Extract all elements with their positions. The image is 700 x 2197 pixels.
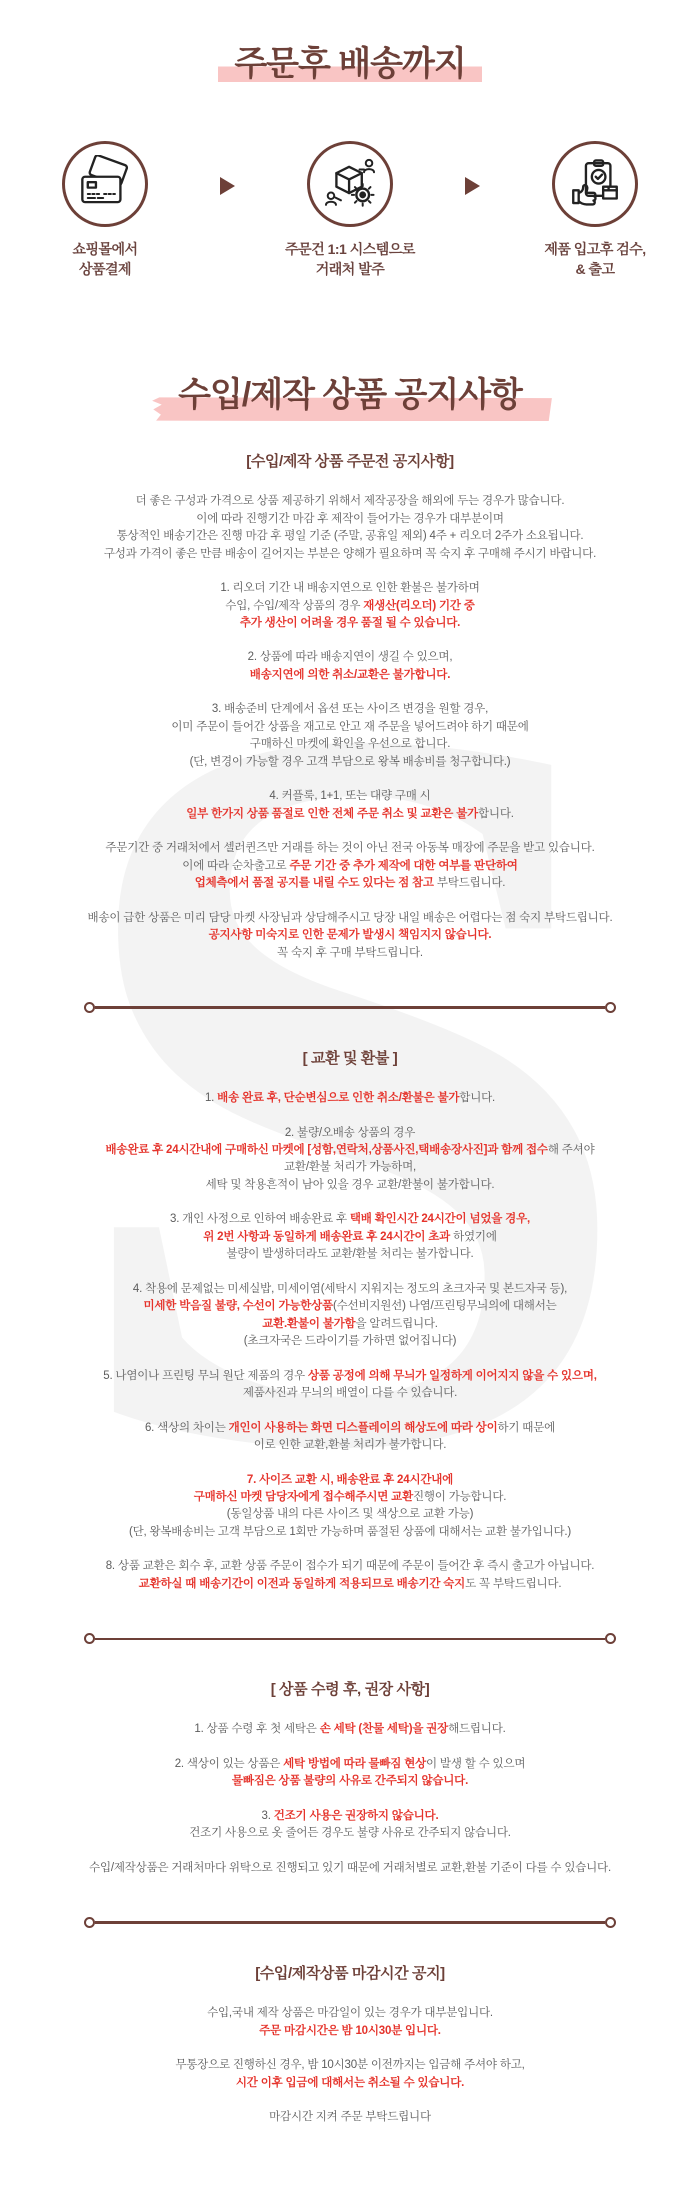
arrow-right-icon — [465, 177, 480, 195]
text-line — [0, 1825, 700, 1842]
text-segment: 해 주셔야 — [547, 1143, 595, 1156]
divider-line — [95, 1921, 605, 1924]
text-segment: 하였기에 — [450, 1230, 497, 1243]
text-line — [0, 1177, 700, 1194]
notice-sections — [0, 375, 700, 2126]
arrow-right-icon — [220, 177, 235, 195]
text-segment: 수입, 수입/제작 상품의 경우 — [225, 599, 364, 612]
divider-ring-icon — [84, 1633, 95, 1644]
text-block — [0, 1558, 700, 1593]
step-circle — [552, 141, 638, 227]
text-segment: 더 좋은 구성과 가격으로 상품 제공하기 위해서 제작공장을 해외에 두는 경우가 많습니다. — [135, 495, 565, 508]
text-segment: 구성과 가격이 좋은 만큼 배송이 길어지는 부분은 양해가 필요하며 꼭 숙지 후 구매해 주시기 바랍니다. — [103, 547, 597, 560]
text-line — [0, 736, 700, 753]
text-line — [0, 2023, 700, 2040]
step-payment — [16, 141, 194, 280]
text-line — [0, 1756, 700, 1773]
text-line — [0, 1090, 700, 1107]
emphasis-red-text: 추가 생산이 어려울 경우 품절 될 수 있습니다. — [239, 617, 461, 629]
emphasis-red-text: 배송지연에 의한 취소/교환은 불가합니다. — [249, 668, 451, 681]
page-title — [0, 44, 700, 85]
text-segment: 부탁드립니다. — [433, 877, 506, 890]
step-inspection — [506, 141, 684, 280]
text-segment: 제품사진과 무늬의 배열이 다를 수 있습니다. — [242, 1387, 458, 1400]
text-line — [0, 788, 700, 805]
text-line — [0, 1316, 700, 1333]
emphasis-red-text: 배송 완료 후, 단순변심으로 인한 취소/환불은 불가 — [217, 1092, 460, 1105]
text-segment: 불량이 발생하더라도 교환/환불 처리는 불가합니다. — [226, 1248, 474, 1261]
text-line — [0, 1472, 700, 1489]
text-block — [0, 580, 700, 632]
text-segment: 이 발생 할 수 있으며 — [426, 1757, 526, 1770]
text-segment: 이에 따라 진행기간 마감 후 제작이 들어가는 경우가 대부분이며 — [196, 512, 504, 525]
section-divider — [84, 1002, 616, 1013]
divider-ring-icon — [605, 1633, 616, 1644]
emphasis-red-text: 손 세탁 (찬물 세탁)을 권장 — [319, 1723, 449, 1736]
text-line — [0, 910, 700, 927]
text-line — [0, 858, 700, 875]
text-line — [0, 1524, 700, 1541]
section-after-receipt — [0, 1678, 700, 1877]
text-block — [0, 1472, 700, 1542]
emphasis-red-text: 택배 확인시간 24시간이 넘었을 경우, — [349, 1213, 530, 1226]
text-segment: 마감시간 지켜 주문 부탁드립니다 — [269, 2111, 431, 2124]
text-segment: (동일상품 내의 다른 사이즈 및 색상으로 교환 가능) — [226, 1508, 474, 1521]
text-line — [0, 840, 700, 857]
text-line — [0, 1576, 700, 1593]
section-header-after-receipt: [ 상품 수령 후, 권장 사항] — [270, 1681, 430, 1699]
section-deadline — [0, 1962, 700, 2126]
text-segment: 을 알려드립니다. — [355, 1317, 438, 1330]
emphasis-red-text: 주문 기간 중 추가 제작에 대한 여부를 판단하여 — [289, 859, 518, 872]
step-order-system — [261, 141, 439, 280]
step-label-line: 제품 입고후 검수, — [544, 240, 646, 257]
text-segment: 이로 인한 교환,환불 처리가 불가합니다. — [253, 1439, 447, 1452]
divider-line — [95, 1006, 605, 1009]
section-divider — [84, 1917, 616, 1928]
text-segment: 8. 상품 교환은 회수 후, 교환 상품 주문이 접수가 되기 때문에 주문이 들어간 후 즉시 출고가 아닙니다. — [105, 1560, 595, 1573]
section-pre-order — [0, 450, 700, 962]
emphasis-red-text: 개인이 사용하는 화면 디스플레이의 해상도에 따라 상이 — [228, 1421, 498, 1434]
emphasis-red-text: 재생산(리오더) 기간 중 — [363, 599, 475, 612]
text-line — [0, 580, 700, 597]
text-segment: 2. 불량/오배송 상품의 경우 — [284, 1126, 416, 1139]
emphasis-red-text: 주문 마감시간은 밤 10시30분 입니다. — [259, 2024, 441, 2037]
text-segment: 수입,국내 제작 상품은 마감일이 있는 경우가 대부분입니다. — [207, 2007, 493, 2020]
text-segment: 5. 나염이나 프린팅 무늬 원단 제품의 경우 — [103, 1369, 308, 1382]
divider-ring-icon — [605, 1917, 616, 1928]
text-line — [0, 598, 700, 615]
text-segment: 3. 개인 사정으로 인하여 배송완료 후 — [170, 1213, 350, 1226]
emphasis-red-text: 교환.환불이 불가함 — [262, 1317, 356, 1330]
section-divider — [84, 1633, 616, 1644]
text-line — [0, 1808, 700, 1825]
text-segment: 주문기간 중 거래처에서 셀러퀸즈만 거래를 하는 것이 아닌 전국 아동복 매장에 주문을 받고 있습니다. — [105, 842, 595, 855]
text-segment: 배송이 급한 상품은 미리 담당 마켓 사장님과 상담해주시고 당장 내일 배송은 어렵다는 점 숙지 부탁드립니다. — [87, 911, 613, 924]
text-block — [0, 788, 700, 823]
text-block — [0, 1808, 700, 1843]
step-label — [285, 239, 415, 280]
text-line — [0, 2057, 700, 2074]
text-line — [0, 1721, 700, 1738]
text-line — [0, 1489, 700, 1506]
text-block — [0, 1125, 700, 1195]
text-line — [0, 546, 700, 563]
text-block — [0, 2109, 700, 2126]
order-process-section — [0, 44, 700, 279]
text-line — [0, 2005, 700, 2022]
step-label-line: 주문건 1:1 시스템으로 — [285, 240, 415, 257]
text-line — [0, 1368, 700, 1385]
text-block — [0, 1368, 700, 1403]
text-line — [0, 1437, 700, 1454]
text-line — [0, 1159, 700, 1176]
text-segment: 3. 배송준비 단계에서 옵션 또는 사이즈 변경을 원할 경우, — [211, 703, 489, 716]
text-line — [0, 1229, 700, 1246]
text-segment: 이에 따라 순차출고로 — [182, 859, 290, 872]
text-segment: 교환/환불 처리가 가능하며, — [284, 1161, 416, 1174]
text-block — [0, 1756, 700, 1791]
text-line — [0, 2109, 700, 2126]
text-line — [0, 875, 700, 892]
emphasis-red-text: 건조기 사용은 권장하지 않습니다. — [273, 1809, 439, 1822]
emphasis-red-text: 교환하실 때 배송기간이 이전과 동일하게 적용되므로 배송기간 숙지 — [138, 1577, 466, 1590]
text-segment: (단, 변경이 가능할 경우 고객 부담으로 왕복 배송비를 청구합니다.) — [189, 755, 511, 768]
text-segment: 4. 커플룩, 1+1, 또는 대량 구매 시 — [269, 790, 431, 803]
credit-card-icon — [76, 155, 134, 213]
text-line — [0, 754, 700, 771]
text-line — [0, 1385, 700, 1402]
text-segment: 무통장으로 진행하신 경우, 밤 10시30분 이전까지는 입금해 주셔야 하고, — [175, 2059, 525, 2072]
text-line — [0, 1773, 700, 1790]
text-segment: 4. 착용에 문제없는 미세실밥, 미세이염(세탁시 지워지는 정도의 초크자국 및 본드자국 등), — [132, 1282, 568, 1295]
section-header-pre-order: [수입/제작 상품 주문전 공지사항] — [246, 453, 454, 471]
step-circle — [307, 141, 393, 227]
text-line — [0, 1860, 700, 1877]
text-segment: 합니다. — [478, 807, 514, 820]
step-label-line: & 출고 — [575, 261, 615, 278]
text-block — [0, 1860, 700, 1877]
text-block — [0, 2005, 700, 2040]
text-line — [0, 1246, 700, 1263]
process-steps — [0, 141, 700, 280]
text-block — [0, 1090, 700, 1107]
text-block — [0, 701, 700, 771]
step-label-line: 상품결제 — [78, 261, 132, 278]
text-segment: 하기 때문에 — [497, 1421, 556, 1434]
text-block — [0, 1721, 700, 1738]
text-line — [0, 1333, 700, 1350]
text-block — [0, 493, 700, 563]
emphasis-red-text: 업체측에서 품절 공지를 내릴 수도 있다는 점 참고 — [194, 877, 434, 890]
text-line — [0, 667, 700, 684]
text-line — [0, 1211, 700, 1228]
section-body — [0, 1721, 700, 1877]
text-line — [0, 528, 700, 545]
text-segment: 꼭 숙지 후 구매 부탁드립니다. — [277, 946, 423, 959]
notice-title-text: 수입/제작 상품 공지사항 — [178, 376, 522, 415]
text-line — [0, 1420, 700, 1437]
text-segment: (수선비지원선) 나염/프린팅무늬의에 대해서는 — [333, 1300, 557, 1313]
section-body — [0, 493, 700, 962]
emphasis-red-text: 위 2번 사항과 동일하게 배송완료 후 24시간이 초과 — [203, 1230, 451, 1243]
divider-line — [95, 1638, 605, 1641]
text-line — [0, 945, 700, 962]
text-segment: 합니다. — [459, 1092, 496, 1105]
text-segment: 진행이 가능합니다. — [412, 1491, 507, 1503]
step-label — [544, 239, 645, 280]
text-line — [0, 927, 700, 944]
emphasis-red-text: 7. 사이즈 교환 시, 배송완료 후 24시간내에 — [246, 1473, 454, 1486]
text-segment: 2. 색상이 있는 상품은 — [174, 1757, 284, 1770]
text-line — [0, 806, 700, 823]
step-circle — [62, 141, 148, 227]
text-line — [0, 719, 700, 736]
text-segment: 1. 리오더 기간 내 배송지연으로 인한 환불은 불가하며 — [220, 582, 480, 595]
inspection-icon — [566, 155, 624, 213]
text-segment: 세탁 및 착용흔적이 남아 있을 경우 교환/환불이 불가합니다. — [205, 1178, 495, 1191]
section-header-deadline: [수입/제작상품 마감시간 공지] — [255, 1965, 445, 1983]
emphasis-red-text: 배송완료 후 24시간내에 구매하신 마켓에 [성함,연락처,상품사진,택배송장사진]과 함께 접수 — [105, 1143, 548, 1156]
emphasis-red-text: 세탁 방법에 따라 물빠짐 현상 — [283, 1757, 427, 1770]
text-line — [0, 493, 700, 510]
order-system-icon — [321, 155, 379, 213]
emphasis-red-text: 구매하신 마켓 담당자에게 접수해주시면 교환 — [193, 1491, 413, 1503]
text-line — [0, 2075, 700, 2092]
page-title-text: 주문후 배송까지 — [218, 45, 481, 83]
text-segment: 이미 주문이 들어간 상품을 재고로 안고 재 주문을 넣어드려야 하기 때문에 — [171, 720, 529, 733]
text-line — [0, 1281, 700, 1298]
text-segment: 통상적인 배송기간은 진행 마감 후 평일 기준 (주말, 공휴일 제외) 4주 + 리오더 2주가 소요됩니다. — [116, 530, 584, 543]
text-line — [0, 1506, 700, 1523]
emphasis-red-text: 시간 이후 입금에 대해서는 취소될 수 있습니다. — [235, 2076, 465, 2089]
step-label — [72, 239, 137, 280]
text-block — [0, 910, 700, 962]
step-label-line: 쇼핑몰에서 — [72, 240, 138, 257]
text-line — [0, 1558, 700, 1575]
text-segment: (초크자국은 드라이기를 가하면 없어집니다) — [243, 1335, 457, 1348]
step-label-line: 거래처 발주 — [315, 261, 385, 278]
text-block — [0, 649, 700, 684]
text-line — [0, 1125, 700, 1142]
text-line — [0, 649, 700, 666]
section-header-exchange-refund: [ 교환 및 환불 ] — [302, 1050, 398, 1068]
text-segment: 해드립니다. — [448, 1723, 506, 1736]
text-line — [0, 615, 700, 632]
emphasis-red-text: 공지사항 미숙지로 인한 문제가 발생시 책임지지 않습니다. — [208, 929, 492, 942]
text-segment: 도 꼭 부탁드립니다. — [465, 1577, 562, 1590]
emphasis-red-text: 물빠짐은 상품 불량의 사유로 간주되지 않습니다. — [231, 1775, 469, 1788]
section-body — [0, 1090, 700, 1593]
text-block — [0, 1211, 700, 1263]
emphasis-red-text: 미세한 박음질 불량, 수선이 가능한상품 — [143, 1300, 333, 1313]
text-segment: 2. 상품에 따라 배송지연이 생길 수 있으며, — [247, 651, 453, 664]
divider-ring-icon — [84, 1917, 95, 1928]
text-line — [0, 1298, 700, 1315]
text-segment: 3. — [261, 1809, 274, 1822]
text-line — [0, 511, 700, 528]
text-segment: 구매하신 마켓에 확인을 우선으로 합니다. — [249, 738, 451, 751]
divider-ring-icon — [605, 1002, 616, 1013]
text-block — [0, 1281, 700, 1351]
text-segment: 1. — [204, 1092, 218, 1105]
text-segment: 1. 상품 수령 후 첫 세탁은 — [194, 1723, 320, 1736]
divider-ring-icon — [84, 1002, 95, 1013]
text-line — [0, 701, 700, 718]
section-body — [0, 2005, 700, 2126]
text-segment: 건조기 사용으로 옷 줄어든 경우도 불량 사유로 간주되지 않습니다. — [189, 1827, 511, 1840]
emphasis-red-text: 일부 한가지 상품 품절로 인한 전체 주문 취소 및 교환은 불가 — [186, 807, 479, 820]
text-block — [0, 1420, 700, 1455]
section-exchange-refund — [0, 1047, 700, 1593]
text-segment: 수입/제작상품은 거래처마다 위탁으로 진행되고 있기 때문에 거래처별로 교환,환불 기준이 다를 수 있습니다. — [89, 1861, 611, 1874]
text-block — [0, 2057, 700, 2092]
emphasis-red-text: 상품 공정에 의해 무늬가 일정하게 이어지지 않을 수 있으며, — [307, 1369, 597, 1382]
notice-title — [0, 375, 700, 416]
text-block — [0, 840, 700, 892]
text-segment: 6. 색상의 차이는 — [144, 1421, 229, 1434]
text-line — [0, 1142, 700, 1159]
text-segment: (단, 왕복배송비는 고객 부담으로 1회만 가능하며 품절된 상품에 대해서는 교환 불가입니다.) — [128, 1525, 572, 1538]
